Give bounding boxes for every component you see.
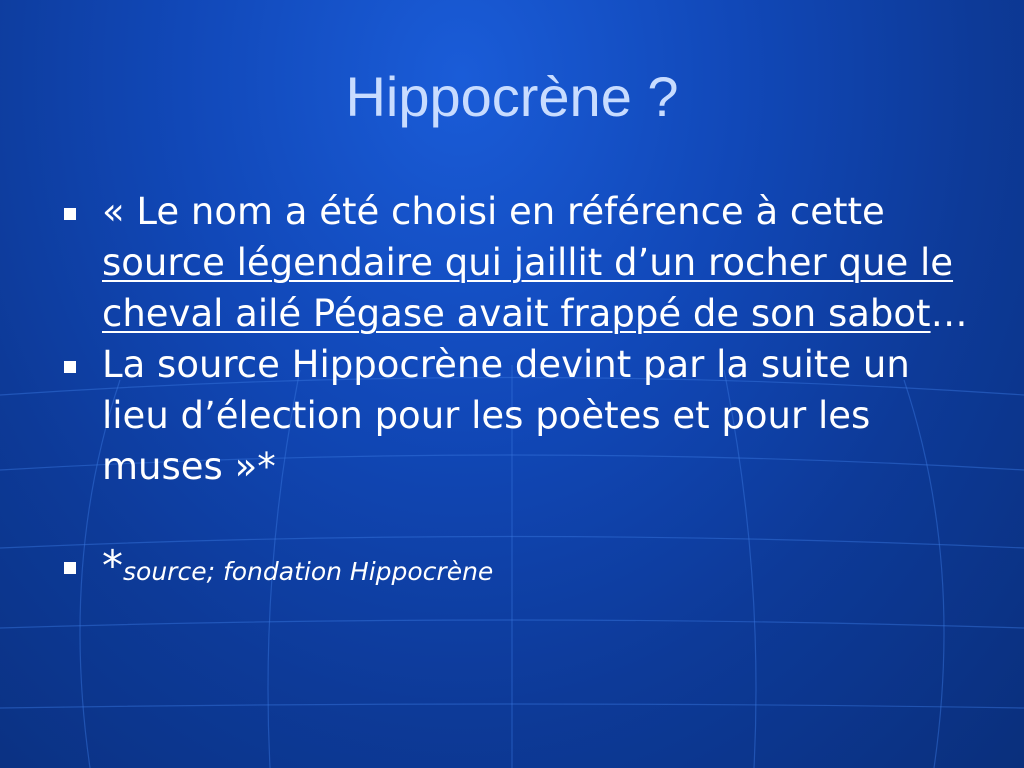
source-asterisk: * <box>102 541 123 590</box>
bullet-spacer <box>60 492 980 540</box>
slide-title: Hippocrène ? <box>345 65 679 128</box>
quote-underlined-text: source légendaire qui jaillit d’un rocher que le cheval ailé Pégase avait frappé de son sabot <box>102 241 954 335</box>
quote-ellipsis: … <box>930 292 968 335</box>
square-bullet-icon <box>64 562 76 574</box>
square-bullet-icon <box>64 361 76 373</box>
bullet-item-source <box>60 540 980 597</box>
bullet-list <box>60 186 980 597</box>
bullet-item-quote <box>60 186 980 339</box>
election-text: La source Hippocrène devint par la suite un lieu d’élection pour les poètes et pour les muses »* <box>102 343 910 488</box>
quote-text-start: « Le nom a été choisi en référence à cette <box>102 190 885 233</box>
source-citation: source; fondation Hippocrène <box>123 557 494 586</box>
square-bullet-icon <box>64 208 76 220</box>
bullet-item-election <box>60 339 980 492</box>
